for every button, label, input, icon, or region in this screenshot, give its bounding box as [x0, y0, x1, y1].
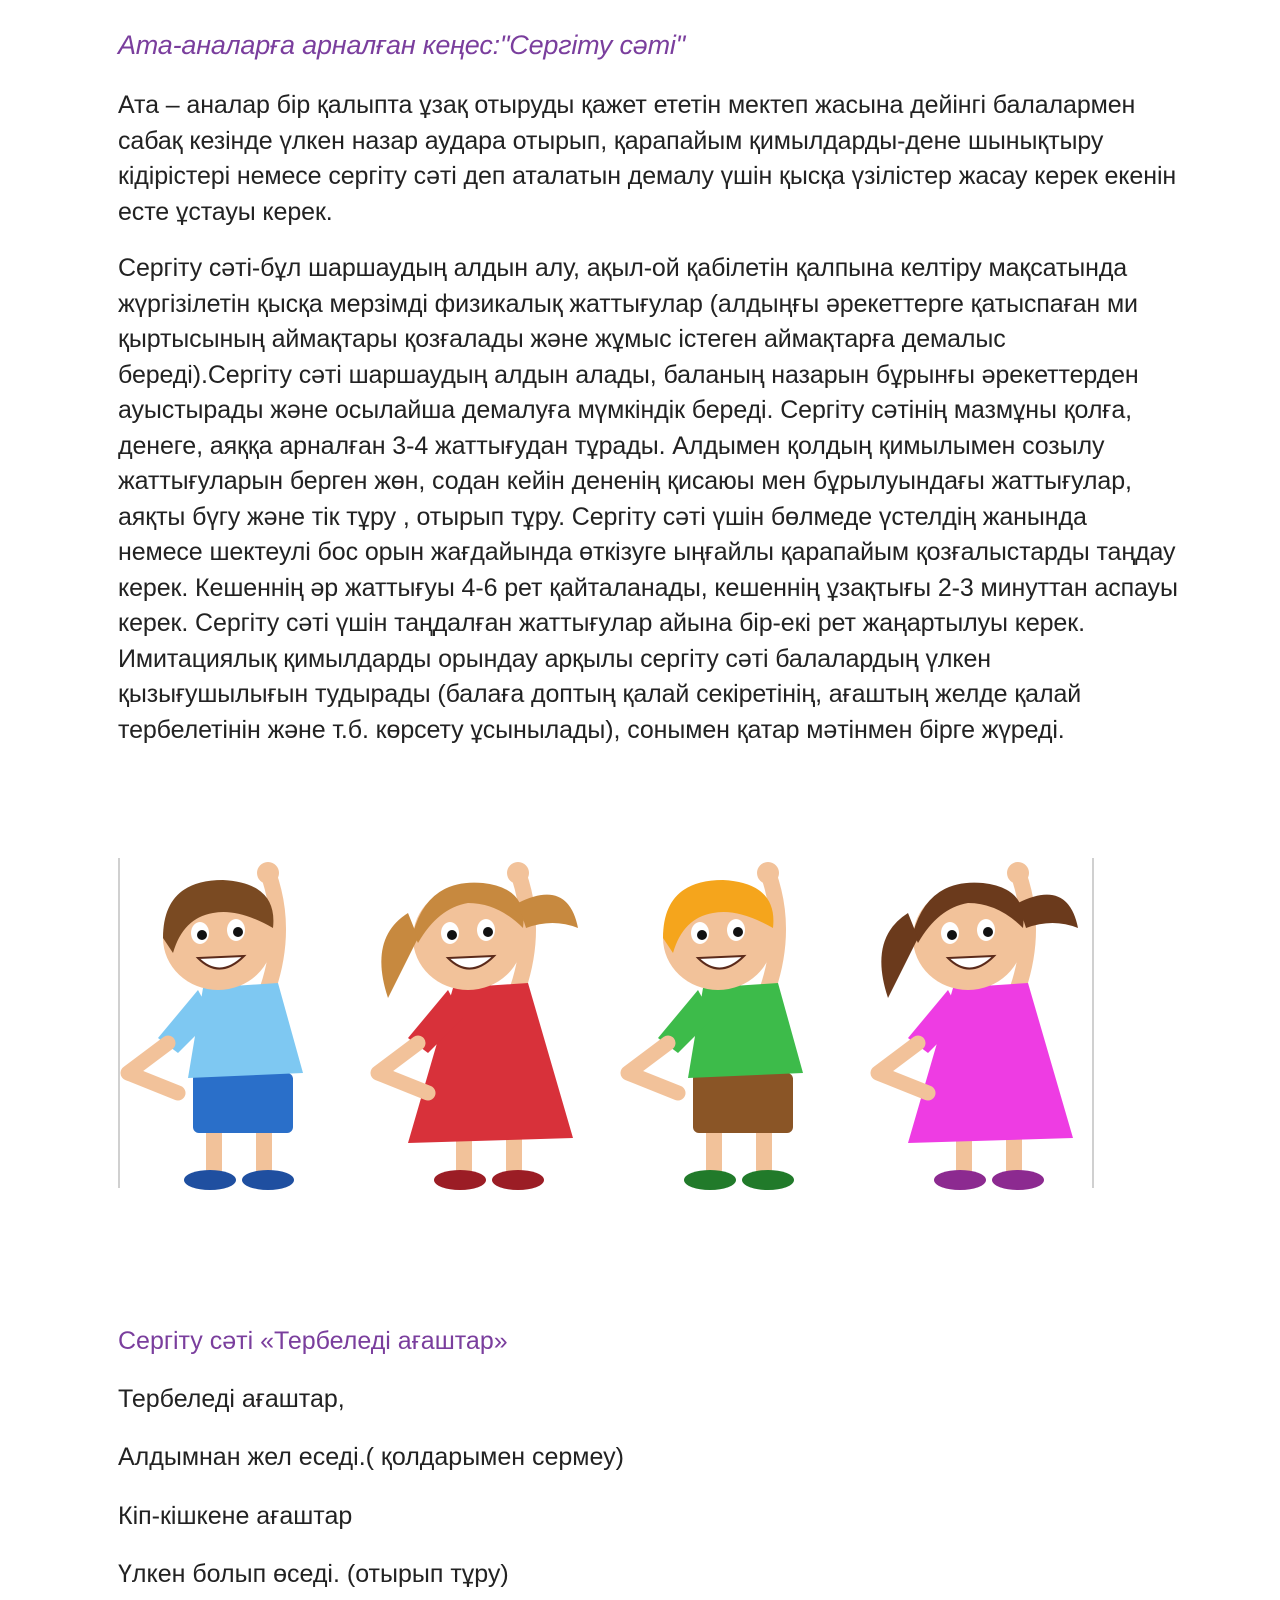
child-ponytail-right: [1018, 895, 1078, 928]
child-shirt: [688, 983, 803, 1078]
child-figure-3: [628, 862, 803, 1190]
child-bent-arm: [628, 1043, 678, 1093]
child-figure-2: [378, 862, 578, 1190]
child-pupil-right: [733, 927, 743, 937]
child-pupil-left: [947, 930, 957, 940]
child-raised-hand: [757, 862, 779, 884]
child-shirt: [188, 983, 303, 1078]
child-dress: [908, 983, 1073, 1143]
child-pupil-right: [983, 927, 993, 937]
child-raised-hand: [257, 862, 279, 884]
poem-line-3: Кіп-кішкене ағаштар: [118, 1502, 353, 1530]
child-dress: [408, 983, 573, 1143]
poem-line-4: Үлкен болып өседі. (отырып тұру): [118, 1560, 509, 1588]
child-shoe-right: [742, 1170, 794, 1190]
child-bent-arm: [878, 1043, 928, 1093]
child-shoe-right: [242, 1170, 294, 1190]
poem-title: Сергіту сәті «Тербеледі ағаштар»: [118, 1327, 508, 1355]
child-shoe-left: [434, 1170, 486, 1190]
child-bent-arm: [378, 1043, 428, 1093]
child-pupil-left: [447, 930, 457, 940]
children-exercise-illustration: [118, 858, 1118, 1198]
child-shorts: [193, 1073, 293, 1133]
child-ponytail-left: [881, 913, 918, 998]
child-shoe-left: [184, 1170, 236, 1190]
paragraph-main: Сергіту сәті-бұл шаршаудың алдын алу, ақыл-ой қабілетін қалпына келтіру мақсатында жүргізілетін қысқа мерзімді физикалық жаттығулар (алдыңғы әрекеттерге қатыспаған ми қыртысының аймақтары қозғалады және жұмыс істеген аймақтарға демалыс береді).Сергіту сәті шаршаудың алдын алады, баланың назарын бұрынғы әрекеттерден ауыстырады және осылайша демалуға мүмкіндік береді. Сергіту сәтінің мазмұны қолға, денеге, аяққа арналған 3-4 жаттығудан тұрады. Алдымен қолдың қимылымен созылу жаттығуларын берген жөн, содан кейін дененің қисаюы мен бұрылуындағы жаттығулар, аяқты бүгу және тік тұру , отырып тұру. Сергіту сәті үшін бөлмеде үстелдің жанында немесе шектеулі бос орын жағдайында өткізуге ыңғайлы қарапайым қозғалыстарды таңдау керек. Кешеннің әр жаттығуы 4-6 рет қайталанады, кешеннің ұзақтығы 2-3 минуттан аспауы керек. Сергіту сәті үшін таңдалған жаттығулар айына бір-екі рет жаңартылуы керек. Имитациялық қимылдарды орындау арқылы сергіту сәті балалардың үлкен қызығушылығын тудырады (балаға доптың қалай секіретінің, ағаштың желде қалай тербелетінін және т.б. көрсету ұсынылады), сонымен қатар мәтінмен бірге жүреді.: [118, 254, 1178, 744]
child-shoe-left: [684, 1170, 736, 1190]
child-pupil-right: [233, 927, 243, 937]
poem-line-2: Алдымнан жел еседі.( қолдарымен сермеу): [118, 1443, 624, 1471]
child-pupil-left: [697, 930, 707, 940]
child-ponytail-right: [518, 895, 578, 928]
child-figure-4: [878, 862, 1078, 1190]
children-illustration-svg: [118, 858, 1118, 1198]
paragraph-intro: Ата – аналар бір қалыпта ұзақ отыруды қажет ететін мектеп жасына дейінгі балалармен сабақ кезінде үлкен назар аудара отырып, қарапайым қимылдарды-дене шынықтыру кідірістері немесе сергіту сәті деп аталатын демалу үшін қысқа үзілістер жасау керек екенін есте ұстауы керек.: [118, 91, 1177, 226]
child-bent-arm: [128, 1043, 178, 1093]
child-shoe-right: [992, 1170, 1044, 1190]
child-shoe-right: [492, 1170, 544, 1190]
child-raised-hand: [507, 862, 529, 884]
document-title: Ата-аналарға арналған кеңес:"Сергіту сәті": [118, 30, 686, 60]
poem-line-1: Тербеледі ағаштар,: [118, 1385, 345, 1413]
child-ponytail-left: [381, 913, 418, 998]
child-pupil-left: [197, 930, 207, 940]
child-raised-hand: [1007, 862, 1029, 884]
child-figure-1: [128, 862, 303, 1190]
child-shorts: [693, 1073, 793, 1133]
child-pupil-right: [483, 927, 493, 937]
child-shoe-left: [934, 1170, 986, 1190]
